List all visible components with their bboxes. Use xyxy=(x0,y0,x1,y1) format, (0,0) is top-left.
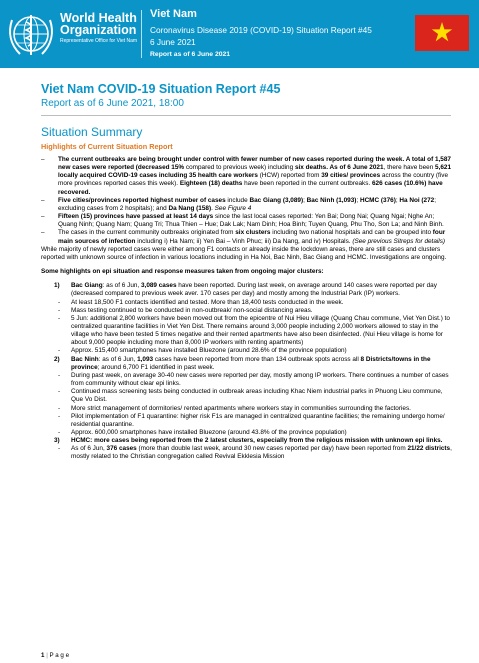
vietnam-flag-icon xyxy=(415,15,469,51)
cluster-sub-item: - At least 18,500 F1 contacts identified and tested. More than 18,400 tests conducted in the week. xyxy=(41,299,453,307)
header-report-title: Coronavirus Disease 2019 (COVID-19) Situation Report #45 xyxy=(150,25,372,35)
cluster-item: 2) Bac Ninh: as of 6 Jun, 1,093 cases have been reported from more than 134 outbreak spots across all 8 Districts/towns in the province; around 6,700 F1 identified in past week. xyxy=(54,355,431,371)
cluster-sub-item: - Approx. 600,000 smartphones have installed Bluezone (around 43.8% of the province population) xyxy=(41,429,453,437)
summary-content xyxy=(41,156,453,462)
summary-paragraph: While majority of newly reported cases were either among F1 contacts or already inside the lockdown areas, there are still cases and clusters reported with unknown source of infection in various locations including in Ha Noi, Bac Ninh, Bac Giang and HCMC. Investigations are ongoing. xyxy=(41,245,447,261)
cluster-sub-item: - Approx. 515,400 smartphones have installed Bluezone (around 28.6% of the province population) xyxy=(41,347,453,355)
cluster-sub-item: - 5 Jun: additional 2,800 workers have been moved out from the epicentre of Nui Hieu village (Quang Chau commune, Viet Yen Dist.) to centralized quarantine facilities in Viet Yen Dist. There remains around 3,000 people including 2,000 workers allowed to stay in the village who have been tested 5 times negative and their rented apartments have also been disinfected. (Nui Hieu village is home for about 9,000 people including more than 8,000 IP workers with renting apartments) xyxy=(41,315,453,348)
who-org-name: World Health Organization xyxy=(60,11,137,37)
cluster-item: 3) HCMC: more cases being reported from the 2 latest clusters, especially from the religious mission with unknown epi links. xyxy=(54,437,443,445)
highlight-bullet: – The current outbreaks are being brought under control with fewer number of new cases reported during the week. A total of 1,587 new cases were reported (decreased 15% compared to previous week) including six deaths. As of 6 June 2021, there have been 5,621 locally acquired COVID-19 cases including 35 health care workers (HCW) reported from 39 cities/ provinces across the country (five more provinces reported cases this week). Eighteen (18) deaths have been reported in the current outbreaks. 626 cases (10.6%) have recovered. xyxy=(41,156,453,197)
page-label: P a g e xyxy=(49,652,70,659)
page-number: 1 xyxy=(41,652,45,659)
page-subtitle: Report as of 6 June 2021, 18:00 xyxy=(41,98,184,109)
header-banner xyxy=(0,0,479,68)
cluster-sub-item: - Pilot implementation of F1 quarantine: higher risk F1s are managed in centralized quarantine facilities; the remaining undergo home/ residential quarantine. xyxy=(41,413,453,429)
cluster-intro: Some highlights on epi situation and response measures taken from ongoing major clusters: xyxy=(41,268,324,276)
section-title: Situation Summary xyxy=(41,125,143,139)
header-divider xyxy=(141,10,142,58)
highlights-heading: Highlights of Current Situation Report xyxy=(41,142,173,151)
header-as-of: Report as of 6 June 2021 xyxy=(150,51,231,58)
who-emblem-icon xyxy=(6,10,56,58)
cluster-sub-item: - Mass testing continued to be conducted in non-outbreak/ non-social distancing areas. xyxy=(41,307,453,315)
highlight-bullet: – Five cities/provinces reported highest number of cases include Bac Giang (3,089); Bac Ninh (1,093); HCMC (376); Ha Noi (272; excluding cases from 2 hospitals); and Da Nang (158). See Figure 4 xyxy=(41,197,453,213)
header-report-date: 6 June 2021 xyxy=(150,37,196,47)
divider xyxy=(41,115,451,116)
who-org-subtitle: Representative Office for Viet Nam xyxy=(60,38,138,44)
header-country: Viet Nam xyxy=(150,8,197,20)
cluster-sub-item: - During past week, on average 30-40 new cases were reported per day, mostly among IP workers. There continues a number of cases from community without clear epi links. xyxy=(41,372,453,388)
highlight-bullet: – The cases in the current community outbreaks originated from six clusters including two national hospitals and can be grouped into four main sources of infection including i) Ha Nam; ii) Yen Bai – Vinh Phuc; iii) Da Nang, and iv) Hospitals. (See previous Sitreps for details) xyxy=(41,229,453,245)
highlight-bullet: – Fifteen (15) provinces have passed at least 14 days since the last local cases reported: Yen Bai; Dong Nai; Quang Ngai; Nghe An; Quang Ninh; Quang Nam; Quang Tri; Thua Thien – Hue; Dak Lak; Nam Dinh; Hoa Binh; Tuyen Quang, Phu Tho, Son La; and Ninh Binh. xyxy=(41,213,453,229)
cluster-sub-item: - Continued mass screening tests being conducted in outbreak areas including Khac Niem industrial parks in Phuong Lieu commune, Que Vo Dist. xyxy=(41,388,453,404)
footer-separator: | xyxy=(46,652,48,659)
page-footer xyxy=(41,652,69,659)
cluster-item: 1) Bac Giang: as of 6 Jun, 3,089 cases have been reported. During last week, on average around 140 cases were reported per day (decreased compared to previous week aver. 170 cases per day) and mostly among the Industrial Park (IP) workers. xyxy=(54,282,437,298)
page-title: Viet Nam COVID-19 Situation Report #45 xyxy=(41,82,281,96)
cluster-sub-item: - As of 6 Jun, 376 cases (more than double last week, around 30 new cases reported per day) have been reported from 21/22 districts, mostly related to the Christian congregation called Revival Ekklesia Mission xyxy=(41,445,453,461)
cluster-sub-item: - More strict management of dormitories/ rented apartments where workers stay in communities surrounding the factories. xyxy=(41,405,453,413)
